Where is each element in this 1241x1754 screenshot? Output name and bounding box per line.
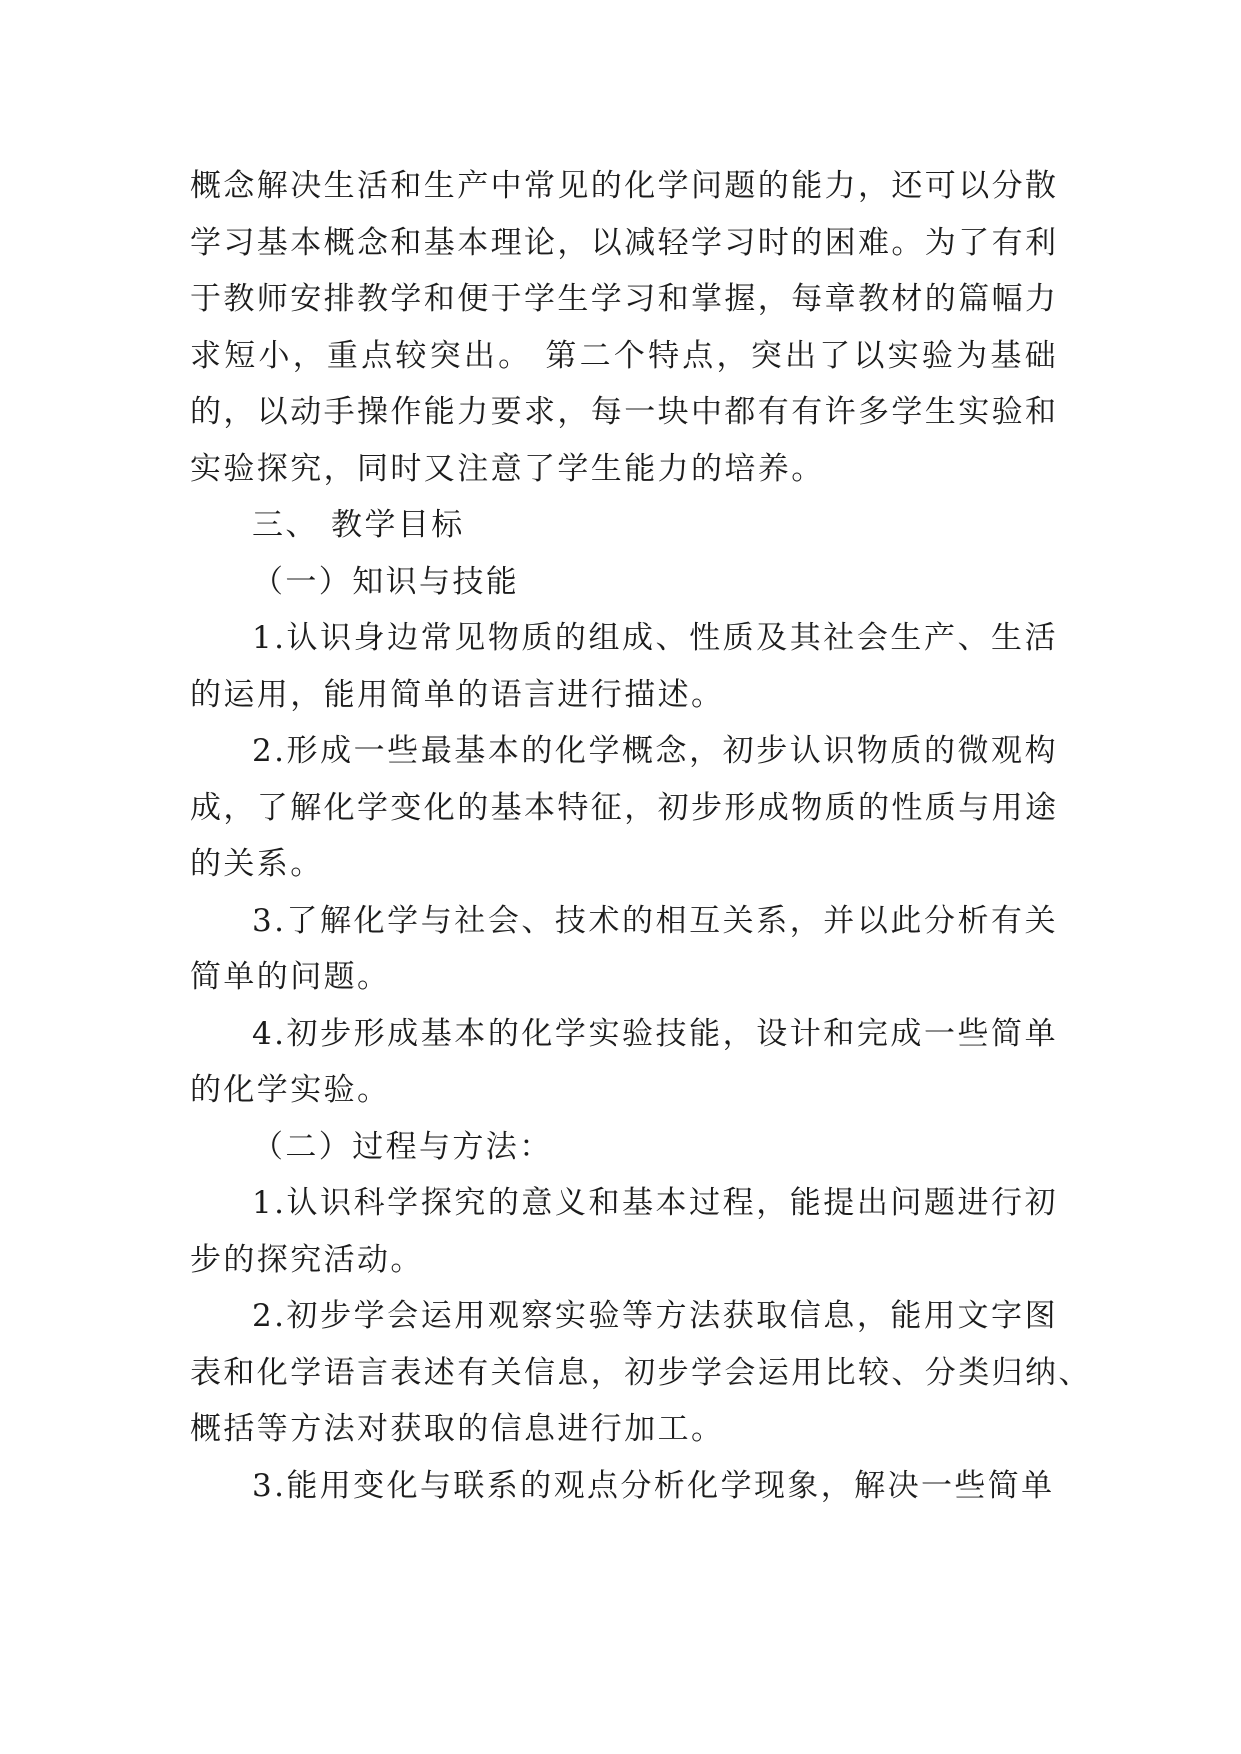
text-line: 表和化学语言表述有关信息，初步学会运用比较、分类归纳、	[190, 1354, 1092, 1391]
text-line: 概念解决生活和生产中常见的化学问题的能力，还可以分散	[190, 168, 1059, 204]
paragraph	[190, 1288, 1092, 1458]
text-line: 2.形成一些最基本的化学概念，初步认识物质的微观构	[252, 733, 1058, 769]
text-line: 概括等方法对获取的信息进行加工。	[190, 1411, 725, 1447]
text-line: 求短小，重点较突出。 第二个特点，突出了以实验为基础	[190, 337, 1058, 374]
text-line: 三、 教学目标	[252, 507, 465, 543]
paragraph	[190, 893, 1058, 1006]
paragraph	[190, 554, 1058, 611]
paragraph	[190, 723, 1058, 893]
text-line: 的，以动手操作能力要求，每一块中都有有许多学生实验和	[190, 394, 1059, 430]
text-line: （二）过程与方法：	[252, 1128, 553, 1165]
paragraph	[190, 497, 1058, 554]
body-text	[190, 158, 1092, 1514]
paragraph	[190, 1458, 1058, 1515]
text-line: 3.能用变化与联系的观点分析化学现象，解决一些简单	[252, 1467, 1055, 1504]
text-line: 学习基本概念和基本理论，以减轻学习时的困难。为了有利	[190, 224, 1059, 261]
paragraph	[190, 1175, 1058, 1288]
text-line: 4.初步形成基本的化学实验技能，设计和完成一些简单	[252, 1015, 1058, 1052]
text-line: 3.了解化学与社会、技术的相互关系，并以此分析有关	[252, 902, 1058, 939]
text-line: 于教师安排教学和便于学生学习和掌握，每章教材的篇幅力	[190, 281, 1059, 317]
text-line: 1.认识科学探究的意义和基本过程，能提出问题进行初	[252, 1185, 1058, 1221]
text-line: 实验探究，同时又注意了学生能力的培养。	[190, 450, 825, 487]
paragraph	[190, 610, 1058, 723]
paragraph	[190, 158, 1058, 497]
text-line: 简单的问题。	[190, 959, 391, 995]
paragraph	[190, 1119, 1058, 1176]
text-line: 的化学实验。	[190, 1072, 391, 1108]
paragraph	[190, 1006, 1058, 1119]
text-line: 的关系。	[190, 846, 324, 882]
text-line: （一）知识与技能	[252, 563, 520, 600]
text-line: 步的探究活动。	[190, 1241, 424, 1278]
text-line: 的运用，能用简单的语言进行描述。	[190, 676, 725, 713]
text-line: 2.初步学会运用观察实验等方法获取信息，能用文字图	[252, 1298, 1058, 1334]
text-line: 1.认识身边常见物质的组成、性质及其社会生产、生活	[252, 620, 1058, 656]
text-line: 成，了解化学变化的基本特征，初步形成物质的性质与用途	[190, 789, 1059, 826]
